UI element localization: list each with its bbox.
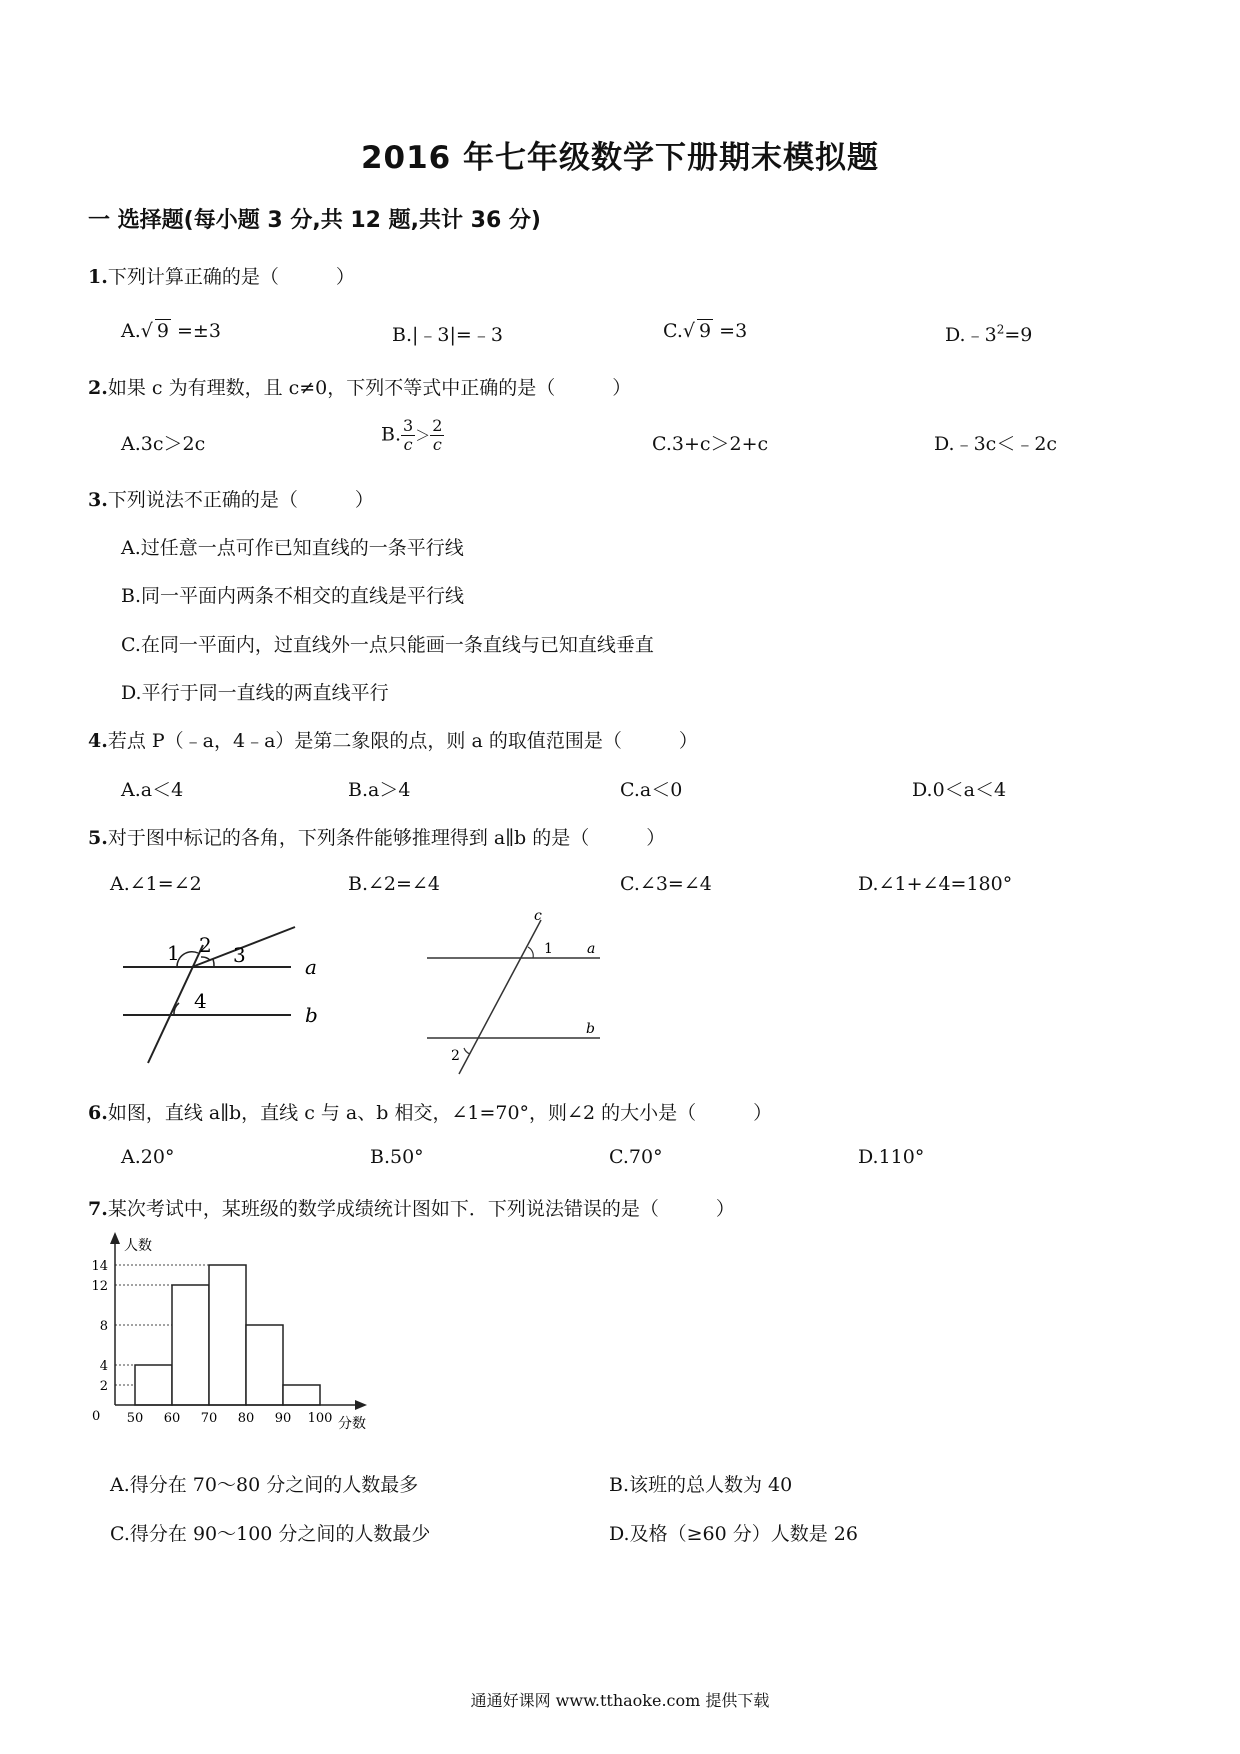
question-5 [88,823,665,850]
question-stem: 下列说法不正确的是（ ） [107,489,374,511]
x-tick-label: 50 [126,1411,144,1426]
option-text: =±3 [170,320,221,342]
question-number: 4. [88,730,108,752]
question-2 [88,373,631,400]
option-b: B.∠2=∠4 [348,873,440,895]
angle-2-arc [201,957,210,960]
option-b: B.a＞4 [348,779,411,801]
angle-2-label: 2 [199,933,212,957]
option-text: =9 [1004,324,1033,346]
option-c: C.3+c＞2+c [652,433,769,455]
angle-1-label: 1 [544,941,553,957]
option-text: D.﹣3 [945,324,997,346]
radicand: 9 [699,320,712,342]
option-a: A.得分在 70～80 分之间的人数最多 [110,1474,419,1496]
y-tick-labels [91,1259,108,1394]
origin-label: 0 [92,1409,101,1424]
angle-3-label: 3 [233,943,246,967]
angle-3-arc [213,959,214,967]
angle-2-arc [464,1048,470,1054]
angle-1-arc [528,947,533,958]
option-b [381,417,444,454]
option-d: D.110° [858,1146,925,1168]
option-a: A.3c＞2c [121,433,206,455]
question-3 [88,485,374,512]
y-tick-label: 14 [91,1259,108,1274]
question-number: 1. [88,266,108,288]
figure-q5-angles [115,915,325,1075]
line-a-label: a [305,955,317,979]
y-tick-label: 4 [99,1359,108,1374]
option-d: D.∠1+∠4=180° [858,873,1013,895]
question-7 [88,1194,735,1221]
option-b: B.同一平面内两条不相交的直线是平行线 [121,585,465,607]
fraction [430,417,444,454]
line-c-label: c [534,908,542,924]
option-c: C.70° [609,1146,663,1168]
histogram-bar [283,1385,320,1405]
figure-q6-parallel [420,908,610,1076]
question-stem: 某次考试中，某班级的数学成绩统计图如下．下列说法错误的是（ ） [107,1198,735,1220]
y-axis-arrow [110,1232,120,1244]
x-tick-label: 80 [237,1411,255,1426]
x-tick-label: 70 [200,1411,218,1426]
footer-credit: 通通好课网 www.tthaoke.com 提供下载 [470,1691,770,1710]
question-number: 7. [88,1198,108,1220]
question-1 [88,262,355,289]
y-tick-label: 8 [99,1319,108,1334]
question-stem: 如果 c 为有理数，且 c≠0，下列不等式中正确的是（ ） [107,377,632,399]
option-c [663,320,747,342]
x-tick-label: 90 [274,1411,292,1426]
option-d [945,320,1032,347]
score-histogram [80,1230,380,1440]
histogram-bar [246,1325,283,1405]
line-a-label: a [587,941,596,957]
x-axis-arrow [355,1400,367,1410]
numerator: 3 [403,416,414,435]
option-a: A.过任意一点可作已知直线的一条平行线 [121,537,464,559]
option-c: C.a＜0 [620,779,683,801]
option-d: D.及格（≥60 分）人数是 26 [609,1523,858,1545]
option-a: A.a＜4 [121,779,184,801]
option-a: A.∠1=∠2 [110,873,202,895]
line-c [459,920,541,1074]
question-6 [88,1098,772,1125]
angle-4-label: 4 [194,989,207,1013]
greater-than: ＞ [415,426,431,445]
question-number: 5. [88,827,108,849]
option-a: A.20° [121,1146,175,1168]
option-text: =3 [713,320,748,342]
option-d: D.0＜a＜4 [912,779,1007,801]
option-label: A. [121,320,141,342]
fraction [401,417,415,454]
option-c: C.得分在 90～100 分之间的人数最少 [110,1523,431,1545]
question-number: 2. [88,377,108,399]
question-stem: 下列计算正确的是（ ） [107,266,355,288]
x-tick-label: 60 [163,1411,181,1426]
line-b-label: b [586,1021,595,1037]
radicand: 9 [156,320,169,342]
angle-1-label: 1 [167,941,180,965]
option-label: B. [381,423,402,446]
sqrt-expression: √ 9 [682,320,712,342]
numerator: 2 [432,416,443,435]
question-4 [88,726,698,753]
sqrt-expression: √ 9 [140,320,169,342]
y-tick-label: 12 [91,1279,108,1294]
section-heading: 一 选择题(每小题 3 分,共 12 题,共计 36 分) [88,208,541,233]
line-b-label: b [305,1003,318,1027]
option-a [121,320,221,342]
x-axis-label: 分数 [338,1416,366,1432]
histogram-bar [209,1265,246,1405]
question-number: 6. [88,1102,108,1124]
option-d: D.﹣3c＜﹣2c [934,433,1058,455]
angle-2-label: 2 [451,1048,460,1064]
y-tick-label: 2 [99,1379,108,1394]
x-tick-label: 100 [307,1411,333,1426]
chart-bars [135,1265,320,1405]
option-c: C.在同一平面内，过直线外一点只能画一条直线与已知直线垂直 [121,634,654,656]
denominator: c [432,435,442,454]
question-number: 3. [88,489,108,511]
option-b: B.50° [370,1146,424,1168]
denominator: c [403,435,413,454]
option-d: D.平行于同一直线的两直线平行 [121,682,389,704]
histogram-bar [135,1365,172,1405]
x-tick-labels [127,1411,333,1426]
option-c: C.∠3=∠4 [620,873,712,895]
y-axis-label: 人数 [124,1238,152,1254]
option-b: B.该班的总人数为 40 [609,1474,793,1496]
exponent: 2 [996,322,1005,337]
option-b: B.|﹣3|=﹣3 [392,324,503,346]
question-stem: 若点 P（﹣a，4﹣a）是第二象限的点，则 a 的取值范围是（ ） [107,730,698,752]
page-title: 2016 年七年级数学下册期末模拟题 [360,140,880,176]
histogram-bar [172,1285,209,1405]
question-stem: 对于图中标记的各角，下列条件能够推理得到 a∥b 的是（ ） [107,827,666,849]
question-stem: 如图，直线 a∥b，直线 c 与 a、b 相交，∠1=70°，则∠2 的大小是（ ） [107,1102,773,1124]
option-label: C. [663,320,683,342]
